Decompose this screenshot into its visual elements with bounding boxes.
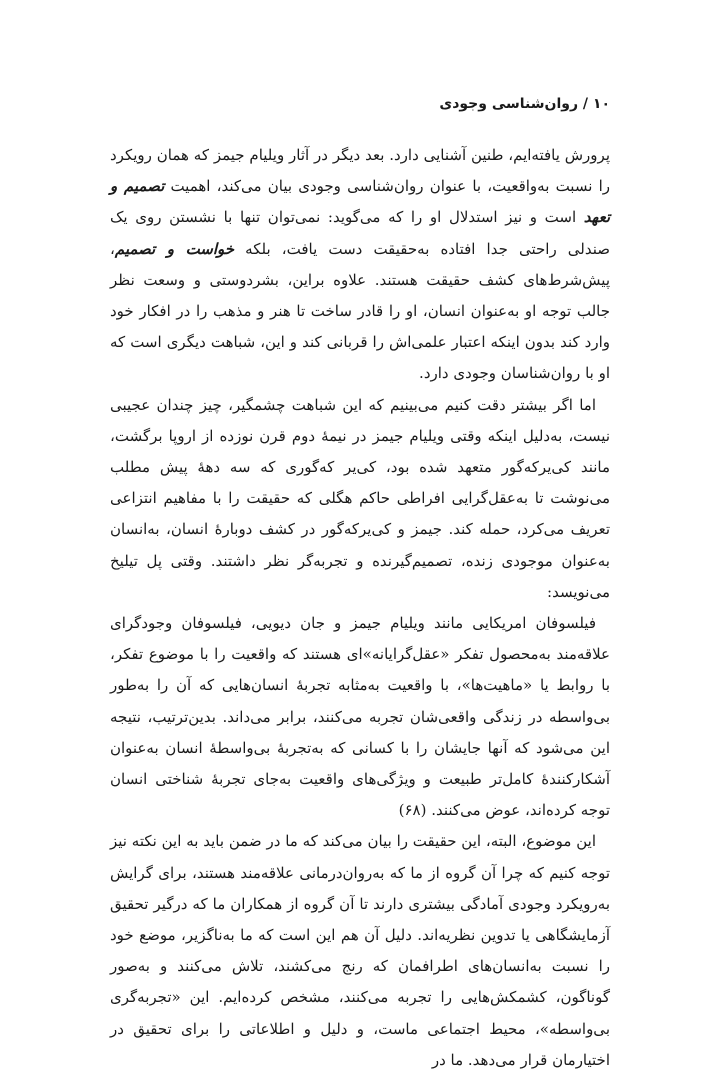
paragraph-continuation (110, 140, 610, 390)
emphasis-text: خواست و تصمیم (114, 239, 235, 258)
block-quote: فیلسوفان امریکایی مانند ویلیام جیمز و جان دیویی، فیلسوفان وجودگرای علاقه‌مند به‌محصول تفکر «عقل‌گرایانه»ای هستند که واقعیت را با موضوع تفکر، با روابط یا «ماهیت‌ها»، با واقعیت به‌مثابه تجربهٔ انسان‌هایی که آن را به‌طور بی‌واسطه در زندگی واقعی‌شان تجربه می‌کنند، برابر می‌داند. بدین‌ترتیب، نتیجه این می‌شود که آنها جایشان را با کسانی که به‌تجربهٔ بی‌واسطهٔ انسان به‌عنوان آشکارکنندهٔ کامل‌تر طبیعت و ویژگی‌های واقعیت به‌جای تجربهٔ شناختی انسان توجه کرده‌اند، عوض می‌کنند. (۶۸) (110, 614, 610, 820)
emphasis-text: تصمیم و تعهد (110, 177, 610, 227)
text-segment: ، پیش‌شرط‌های کشف حقیقت هستند. علاوه براین، بشردوستی و وسعت نظر جالب توجه او به‌عنوان انسان، او را قادر ساخت تا هنر و مذهب را در افکار خود وارد کند بدون اینکه اعتبار علمی‌اش را قربانی کند و این، شباهت دیگری است که او با روان‌شناسان وجودی دارد. (110, 239, 610, 383)
header-separator: / (582, 96, 589, 112)
text-segment: پرورش یافته‌ایم، طنین آشنایی دارد. بعد دیگر در آثار ویلیام جیمز که همان رویکرد را نسبت به‌واقعیت، با عنوان روان‌شناسی وجودی بیان می‌کند، اهمیت (110, 146, 610, 196)
paragraph: این موضوع، البته، این حقیقت را بیان می‌کند که ما در ضمن باید به این نکته نیز توجه کنیم که چرا آن گروه از ما که به‌روان‌درمانی علاقه‌مند هستند، برای گرایش به‌رویکرد وجودی آمادگی بیشتری دارند تا آن گروه از همکاران ما که درگیر تحقیق آزمایشگاهی یا تدوین نظریه‌اند. دلیل آن هم این است که ما به‌ناگزیر، موضع خود را نسبت به‌انسان‌های اطرافمان که رنج می‌کشند، تلاش می‌کنند و به‌صور گوناگون، کشمکش‌هایی را تجربه می‌کنند، مشخص کرده‌ایم. این «تجربه‌گری بی‌واسطه»، محیط اجتماعی ماست، و دلیل و اطلاعاتی را برای تحقیق در اختیارمان قرار می‌دهد. ما در (110, 832, 610, 1069)
body-text (110, 140, 610, 1076)
book-title: روان‌شناسی وجودی (439, 96, 579, 112)
paragraph: اما اگر بیشتر دقت کنیم می‌بینیم که این شباهت چشمگیر، چیز چندان عجیبی نیست، به‌دلیل اینکه وقتی ویلیام جیمز در نیمهٔ دوم قرن نوزده از اروپا برگشت، مانند کی‌یرکه‌گور متعهد شده بود، کی‌یر که‌گوری که سه دههٔ پیش مطلب می‌نوشت تا به‌عقل‌گرایی افراطی حاکم هگلی که حقیقت را با مفاهیم انتزاعی تعریف می‌کرد، حمله کند. جیمز و کی‌یرکه‌گور در کشف دوبارهٔ انسان، به‌انسان به‌عنوان موجودی زنده، تصمیم‌گیرنده و تجربه‌گر نظر داشتند. وقتی پل تیلیخ می‌نویسد: (110, 395, 610, 601)
page-number: ۱۰ (592, 96, 610, 112)
text-segment: است و نیز استدلال او را که می‌گوید: نمی‌توان تنها با نشستن روی یک صندلی راحتی جدا افتاده به‌حقیقت دست یافت، بلکه (110, 208, 611, 258)
running-head (110, 96, 610, 112)
